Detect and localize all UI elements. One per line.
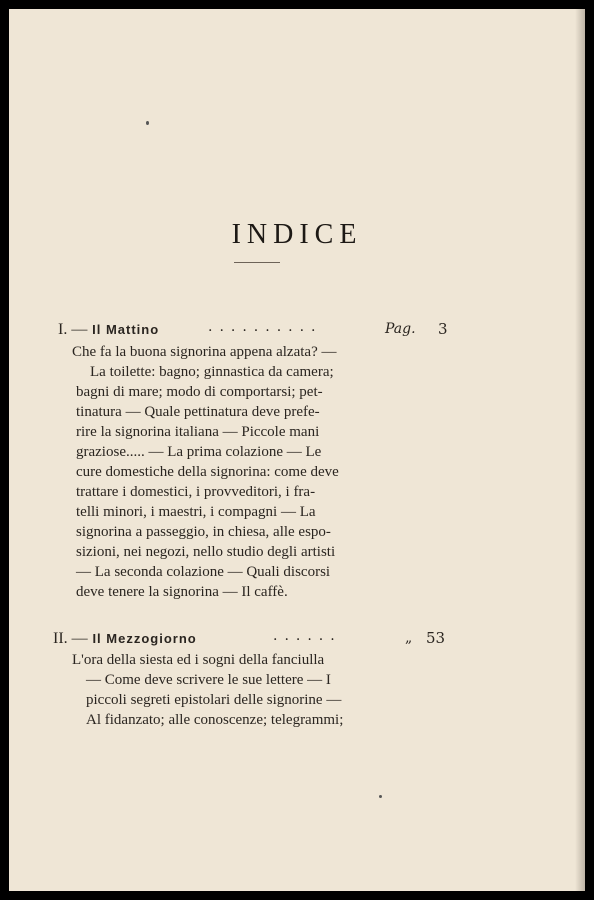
leader-dots: .......... [208, 319, 323, 335]
chapter-number: II. — [53, 630, 88, 647]
description-line: — La seconda colazione — Quali discorsi [76, 564, 331, 580]
description-line: cure domestiche della signorina: come deve [76, 464, 339, 480]
description-line: rire la signorina italiana — Piccole mani [76, 424, 320, 440]
page-number: 3 [438, 320, 448, 338]
chapter-title: Il Mezzogiorno [92, 631, 197, 646]
page-title: INDICE [231, 219, 363, 250]
leader-dots: ...... [273, 628, 342, 644]
page-label: „ [405, 630, 413, 646]
chapter-number: I. — [58, 321, 88, 338]
description-line: graziose..... — La prima colazione — Le [76, 444, 322, 460]
description-line: Che fa la buona signorina appena alzata? — [72, 344, 337, 360]
description-line: Al fidanzato; alle conoscenze; telegrammi; [86, 712, 344, 728]
chapter-description [72, 650, 402, 730]
description-line: La toilette: bagno; ginnastica da camera; [90, 364, 334, 380]
chapter-description [72, 342, 406, 602]
page-edge-shadow [575, 9, 585, 891]
description-line: — Come deve scrivere le sue lettere — I [86, 672, 331, 688]
description-line: trattare i domestici, i provveditori, i fra- [76, 484, 316, 500]
book-page [9, 9, 585, 891]
description-line: piccoli segreti epistolari delle signorine — [86, 692, 342, 708]
description-line: signorina a passeggio, in chiesa, alle espo- [76, 524, 331, 540]
chapter-title: Il Mattino [92, 322, 160, 337]
description-line: tinatura — Quale pettinatura deve prefe- [76, 404, 320, 420]
chapter-heading [53, 628, 453, 648]
description-line: telli minori, i maestri, i compagni — La [76, 504, 316, 520]
chapter-heading [58, 319, 458, 339]
ink-speck [379, 795, 382, 798]
description-line: sizioni, nei negozi, nello studio degli artisti [76, 544, 336, 560]
page-number: 53 [426, 629, 446, 647]
page-label: Pag. [385, 321, 416, 337]
ink-speck [146, 121, 149, 125]
title-rule [234, 262, 280, 263]
description-line: bagni di mare; modo di comportarsi; pet- [76, 384, 323, 400]
description-line: L'ora della siesta ed i sogni della fanciulla [72, 652, 325, 668]
description-line: deve tenere la signorina — Il caffè. [76, 584, 288, 600]
